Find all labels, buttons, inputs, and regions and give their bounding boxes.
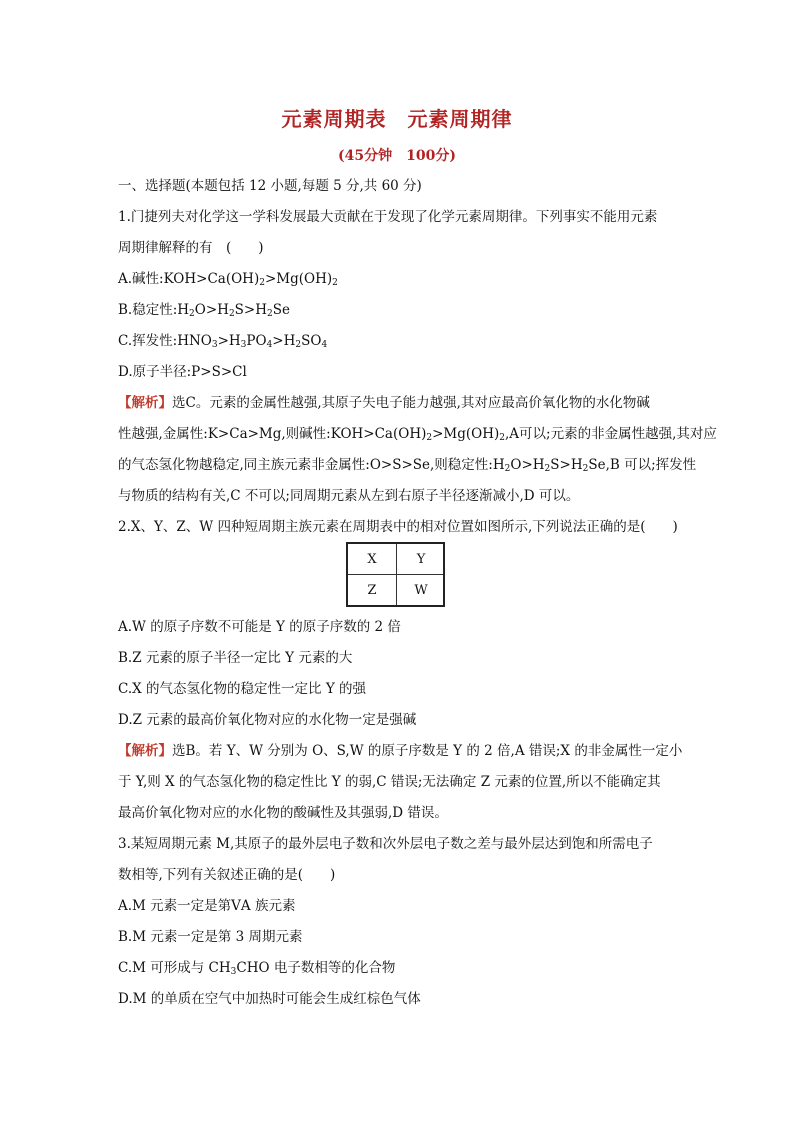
element-position-grid [346, 542, 445, 607]
q3-stem-line1: 3.某短周期元素 M,其原子的最外层电子数和次外层电子数之差与最外层达到饱和所需电子 [118, 836, 653, 852]
q2-analysis-line2: 于 Y,则 X 的气态氢化物的稳定性比 Y 的弱,C 错误;无法确定 Z 元素的位置,所以不能确定其 [118, 774, 661, 790]
grid-cell-y: Y [416, 551, 426, 567]
q2-analysis-line3: 最高价氧化物对应的水化物的酸碱性及其强弱,D 错误。 [118, 805, 448, 821]
q1-analysis-line2: 性越强,金属性:K>Ca>Mg,则碱性$:KOH>Ca(OH)_2>Mg(OH)_2,A$可以;元素的非金属性越强,其对应 [118, 426, 717, 443]
q1-option-a: A.碱性$:KOH>Ca(OH)_2>Mg(OH)_2$ [118, 271, 338, 288]
q2-option-b: B.Z 元素的原子半径一定比 Y 元素的大 [118, 650, 353, 666]
q1-stem-line1: 1.门捷列夫对化学这一学科发展最大贡献在于发现了化学元素周期律。下列事实不能用元素 [118, 209, 658, 225]
q2-option-c: C.X 的气态氢化物的稳定性一定比 Y 的强 [118, 681, 367, 697]
grid-cell-w: W [414, 582, 428, 598]
q1-stem-line2: 周期律解释的有 ( ) [118, 240, 264, 256]
q3-option-d: D.M 的单质在空气中加热时可能会生成红棕色气体 [118, 991, 421, 1007]
grid-cell-z: Z [367, 582, 377, 598]
analysis-tag: 【解析】 [118, 743, 172, 759]
q1-analysis-line1: 【解析】选C。元素的金属性越强,其原子失电子能力越强,其对应最高价氧化物的水化物碱 [118, 395, 650, 411]
analysis-tag: 【解析】 [118, 395, 172, 411]
q2-option-d: D.Z 元素的最高价氧化物对应的水化物一定是强碱 [118, 712, 417, 728]
q3-option-b: B.M 元素一定是第 3 周期元素 [118, 929, 303, 945]
q1-option-b: B.稳定性$:H_2O>H_2S>H_2Se$ [118, 302, 290, 319]
q3-option-c: C.M 可形成与 $CH_3CHO$ 电子数相等的化合物 [118, 960, 396, 977]
q2-option-a: A.W 的原子序数不可能是 Y 的原子序数的 2 倍 [118, 619, 401, 635]
q1-analysis-line4: 与物质的结构有关,C 不可以;同周期元素从左到右原子半径逐渐减小,D 可以。 [118, 488, 580, 504]
page-title: 元素周期表 元素周期律 [281, 107, 513, 131]
q1-option-d: D.原子半径:P>S>Cl [118, 364, 247, 380]
page-subtitle: (45分钟 100分) [338, 148, 456, 164]
section-heading: 一、选择题(本题包括 12 小题,每题 5 分,共 60 分) [118, 178, 422, 194]
q2-stem: 2.X、Y、Z、W 四种短周期主族元素在周期表中的相对位置如图所示,下列说法正确的是( ) [118, 519, 678, 535]
q2-analysis-line1: 【解析】选B。若 Y、W 分别为 O、S,W 的原子序数是 Y 的 2 倍,A 错误;X 的非金属性一定小 [118, 743, 683, 759]
grid-cell-x: X [367, 551, 377, 567]
q3-stem-line2: 数相等,下列有关叙述正确的是( ) [118, 867, 336, 883]
q1-analysis-line3: 的气态氢化物越稳定,同主族元素非金属性:O>S>Se,则稳定性$:H_2O>H_2S>H_2Se,B$ 可以;挥发性 [118, 457, 697, 474]
q3-option-a: A.M 元素一定是第ⅤA 族元素 [118, 898, 296, 914]
q1-option-c: C.挥发性$:HNO_3>H_3PO_4>H_2SO_4$ [118, 333, 328, 350]
